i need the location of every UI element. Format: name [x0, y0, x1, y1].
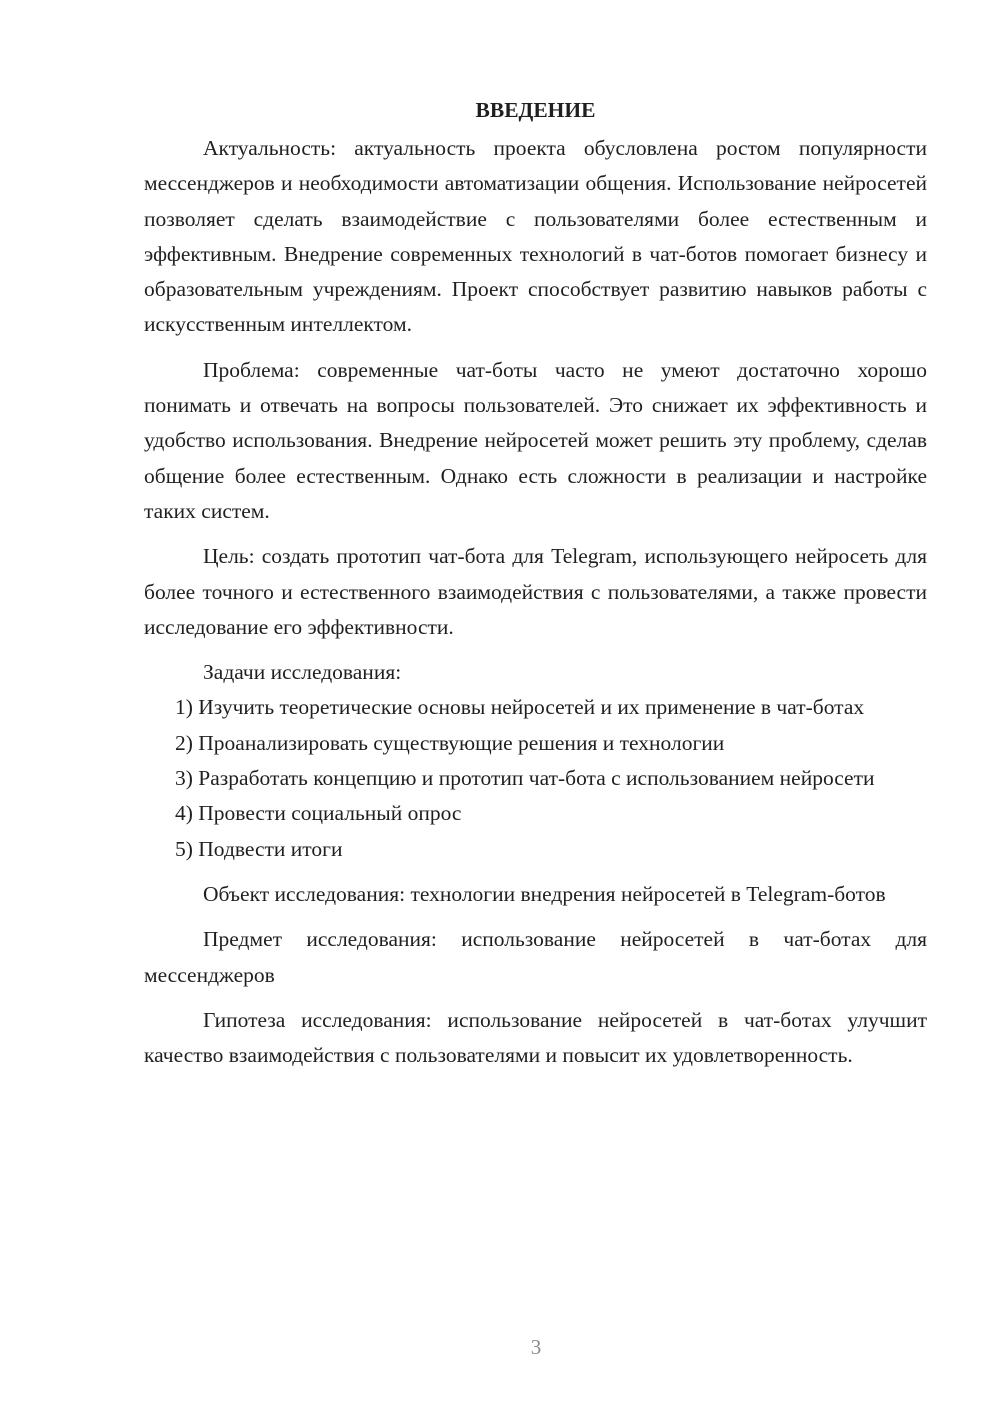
- tasks-list: [144, 690, 927, 866]
- goal-paragraph: Цель: создать прототип чат-бота для Telegram, использующего нейросеть для более точного и естественного взаимодействия с пользователями, а также провести исследование его эффективности.: [144, 544, 927, 639]
- object-paragraph: Объект исследования: технологии внедрения нейросетей в Telegram-ботов: [203, 881, 886, 906]
- page-title: ВВЕДЕНИЕ: [475, 98, 596, 122]
- hypothesis-paragraph: Гипотеза исследования: использование нейросетей в чат-ботах улучшит качество взаимодействия с пользователями и повысит их удовлетворенность.: [144, 1007, 927, 1068]
- task-item: 4) Провести социальный опрос: [175, 801, 462, 826]
- task-item: 2) Проанализировать существующие решения и технологии: [175, 730, 725, 755]
- task-item: 1) Изучить теоретические основы нейросетей и их применение в чат-ботах: [175, 695, 865, 720]
- relevance-paragraph: Актуальность: актуальность проекта обусловлена ростом популярности мессенджеров и необходимости автоматизации общения. Использование нейросетей позволяет сделать взаимодействие с пользователями более естественным и эффективным. Внедрение современных технологий в чат-ботов помогает бизнесу и образовательным учреждениям. Проект способствует развитию навыков работы с искусственным интеллектом.: [144, 136, 927, 337]
- page-number: 3: [530, 1335, 542, 1359]
- tasks-heading: Задачи исследования:: [203, 660, 402, 685]
- task-item: 3) Разработать концепцию и прототип чат-бота с использованием нейросети: [175, 766, 875, 791]
- document-body: [144, 94, 927, 1073]
- problem-paragraph: Проблема: современные чат-боты часто не умеют достаточно хорошо понимать и отвечать на вопросы пользователей. Это снижает их эффективность и удобство использования. Внедрение нейросетей может решить эту проблему, сделав общение более естественным. Однако есть сложности в реализации и настройке таких систем.: [144, 357, 927, 523]
- task-item: 5) Подвести итоги: [175, 836, 343, 861]
- subject-paragraph: Предмет исследования: использование нейросетей в чат-ботах для мессенджеров: [144, 927, 927, 987]
